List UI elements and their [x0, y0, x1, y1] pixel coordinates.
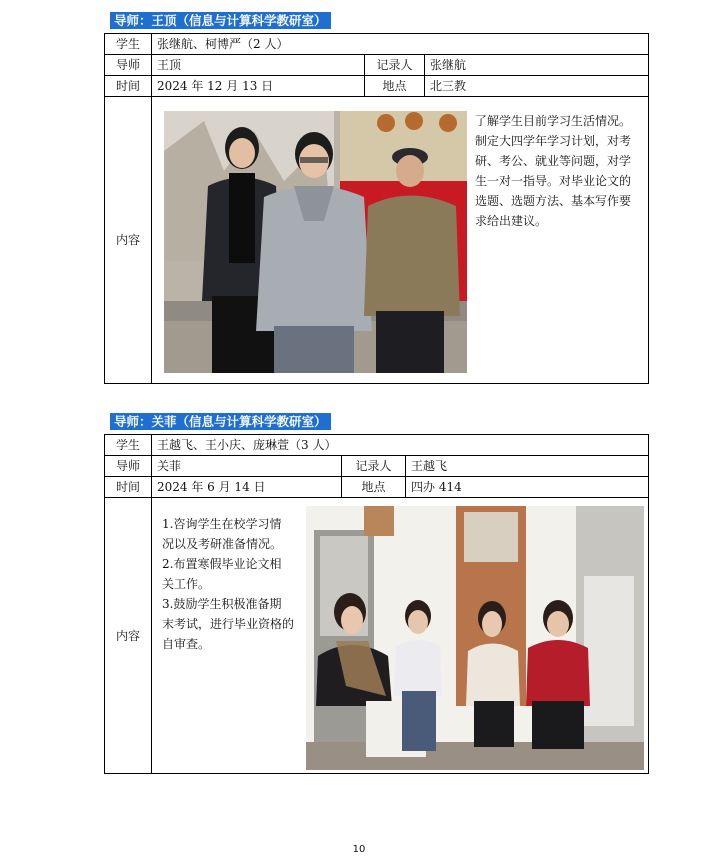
content-cell: [152, 97, 649, 384]
content-line: 制定大四学年学习计划，对考: [475, 134, 632, 148]
student-names: 张继航、柯博严（2 人）: [152, 34, 649, 55]
content-label: 内容: [105, 97, 152, 384]
content-line: 末考试，进行毕业资格的: [162, 617, 295, 631]
table-row: [105, 55, 649, 76]
content-line: 研、考公、就业等问题，对学: [475, 154, 632, 168]
content-line: 况以及考研准备情况。: [162, 537, 283, 551]
meeting-photo-2: [306, 506, 644, 770]
content-line: 求给出建议。: [475, 214, 548, 228]
place-value: 北三教: [425, 76, 649, 97]
content-line: 2.布置寒假毕业论文相: [162, 557, 282, 571]
content-line: 生一对一指导。对毕业论文的: [475, 174, 632, 188]
mentor-name: 王顶: [152, 55, 365, 76]
content-line: 选题、选题方法、基本写作要: [475, 194, 632, 208]
student-label: 学生: [105, 435, 152, 456]
mentor-label: 导师: [105, 55, 152, 76]
content-line: 关工作。: [162, 577, 211, 591]
content-description-1: [475, 111, 645, 231]
place-value: 四办 414: [406, 477, 649, 498]
content-description-2: [162, 514, 304, 654]
content-line: 了解学生目前学习生活情况。: [475, 114, 632, 128]
recorder-label: 记录人: [365, 55, 425, 76]
page-number: 10: [352, 844, 366, 855]
recorder-label: 记录人: [342, 456, 406, 477]
time-label: 时间: [105, 76, 152, 97]
time-label: 时间: [105, 477, 152, 498]
table-row: [105, 34, 649, 55]
student-label: 学生: [105, 34, 152, 55]
mentor-label: 导师: [105, 456, 152, 477]
record-table-2: [104, 434, 649, 774]
mentor-name: 关菲: [152, 456, 342, 477]
content-label: 内容: [105, 498, 152, 774]
table-row: [105, 498, 649, 774]
table-row: [105, 76, 649, 97]
place-label: 地点: [342, 477, 406, 498]
section-title-2: 导师：关菲（信息与计算科学教研室）: [110, 413, 331, 430]
content-line: 自审查。: [162, 637, 211, 651]
table-row: [105, 97, 649, 384]
content-line: 1.咨询学生在校学习情: [162, 517, 282, 531]
record-table-1: [104, 33, 649, 384]
student-names: 王越飞、王小庆、庞琳萱（3 人）: [152, 435, 649, 456]
table-row: [105, 435, 649, 456]
place-label: 地点: [365, 76, 425, 97]
table-row: [105, 477, 649, 498]
meeting-photo-1: [164, 111, 467, 373]
time-value: 2024 年 6 月 14 日: [152, 477, 342, 498]
content-cell: [152, 498, 649, 774]
table-row: [105, 456, 649, 477]
section-title-1: 导师：王顶（信息与计算科学教研室）: [110, 12, 331, 29]
time-value: 2024 年 12 月 13 日: [152, 76, 365, 97]
recorder-name: 王越飞: [406, 456, 649, 477]
content-line: 3.鼓励学生积极准备期: [162, 597, 282, 611]
recorder-name: 张继航: [425, 55, 649, 76]
